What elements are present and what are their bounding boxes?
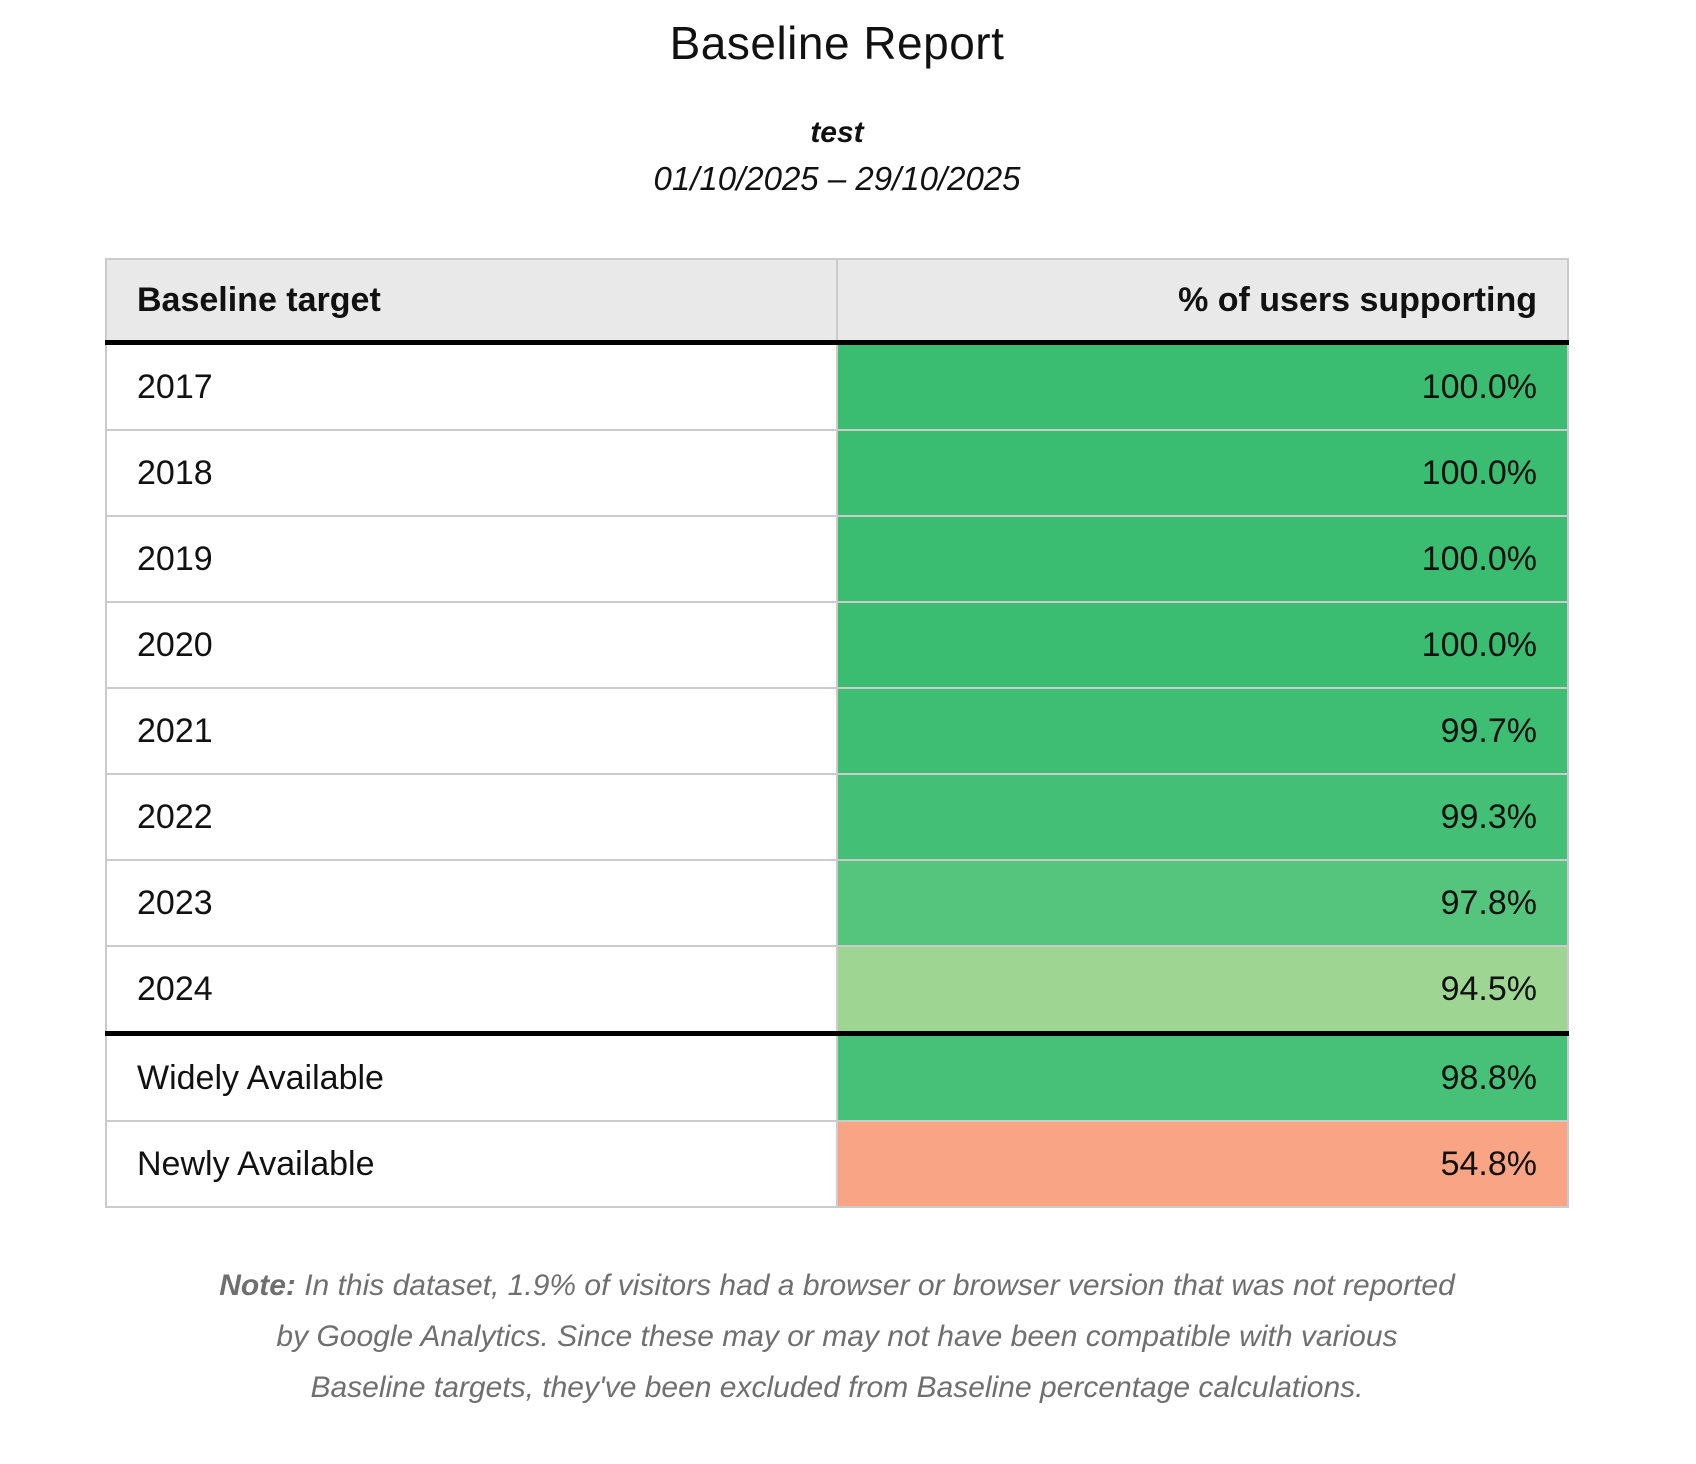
- support-cell: 54.8%: [837, 1121, 1568, 1207]
- support-cell: 100.0%: [837, 516, 1568, 602]
- target-cell: 2024: [106, 946, 837, 1034]
- table-row: [106, 516, 1568, 602]
- baseline-table-body: [106, 343, 1568, 1208]
- report-subtitle: test: [810, 116, 864, 149]
- table-row-newly-available: [106, 1121, 1568, 1207]
- table-row: [106, 430, 1568, 516]
- baseline-table: [105, 258, 1569, 1208]
- target-cell: 2020: [106, 602, 837, 688]
- table-row-widely-available: [106, 1034, 1568, 1122]
- support-cell: 97.8%: [837, 860, 1568, 946]
- support-cell: 100.0%: [837, 430, 1568, 516]
- target-cell: 2018: [106, 430, 837, 516]
- target-cell: Widely Available: [106, 1034, 837, 1122]
- header-baseline-target: Baseline target: [106, 259, 837, 343]
- footnote-text: In this dataset, 1.9% of visitors had a browser or browser version that was not reported by Google Analytics. Since these may or may not have been compatible with various Baseline targets, they've been excluded from Baseline percentage calculations.: [276, 1269, 1455, 1404]
- support-cell: 99.3%: [837, 774, 1568, 860]
- support-cell: 99.7%: [837, 688, 1568, 774]
- support-cell: 100.0%: [837, 602, 1568, 688]
- table-row: [106, 688, 1568, 774]
- support-cell: 98.8%: [837, 1034, 1568, 1122]
- footnote: [217, 1260, 1457, 1413]
- table-header-row: [106, 259, 1568, 343]
- table-row: [106, 774, 1568, 860]
- table-row: [106, 946, 1568, 1034]
- target-cell: 2021: [106, 688, 837, 774]
- table-row: [106, 860, 1568, 946]
- table-row: [106, 343, 1568, 431]
- baseline-table-header: [106, 259, 1568, 343]
- header-users-supporting: % of users supporting: [837, 259, 1568, 343]
- support-cell: 100.0%: [837, 343, 1568, 431]
- target-cell: 2017: [106, 343, 837, 431]
- target-cell: 2022: [106, 774, 837, 860]
- footnote-prefix: Note:: [219, 1269, 296, 1302]
- support-cell: 94.5%: [837, 946, 1568, 1034]
- page-title: Baseline Report: [669, 17, 1005, 69]
- report-date-range: 01/10/2025 – 29/10/2025: [653, 160, 1021, 197]
- table-row: [106, 602, 1568, 688]
- target-cell: 2019: [106, 516, 837, 602]
- target-cell: 2023: [106, 860, 837, 946]
- report-page: [105, 16, 1569, 1413]
- target-cell: Newly Available: [106, 1121, 837, 1207]
